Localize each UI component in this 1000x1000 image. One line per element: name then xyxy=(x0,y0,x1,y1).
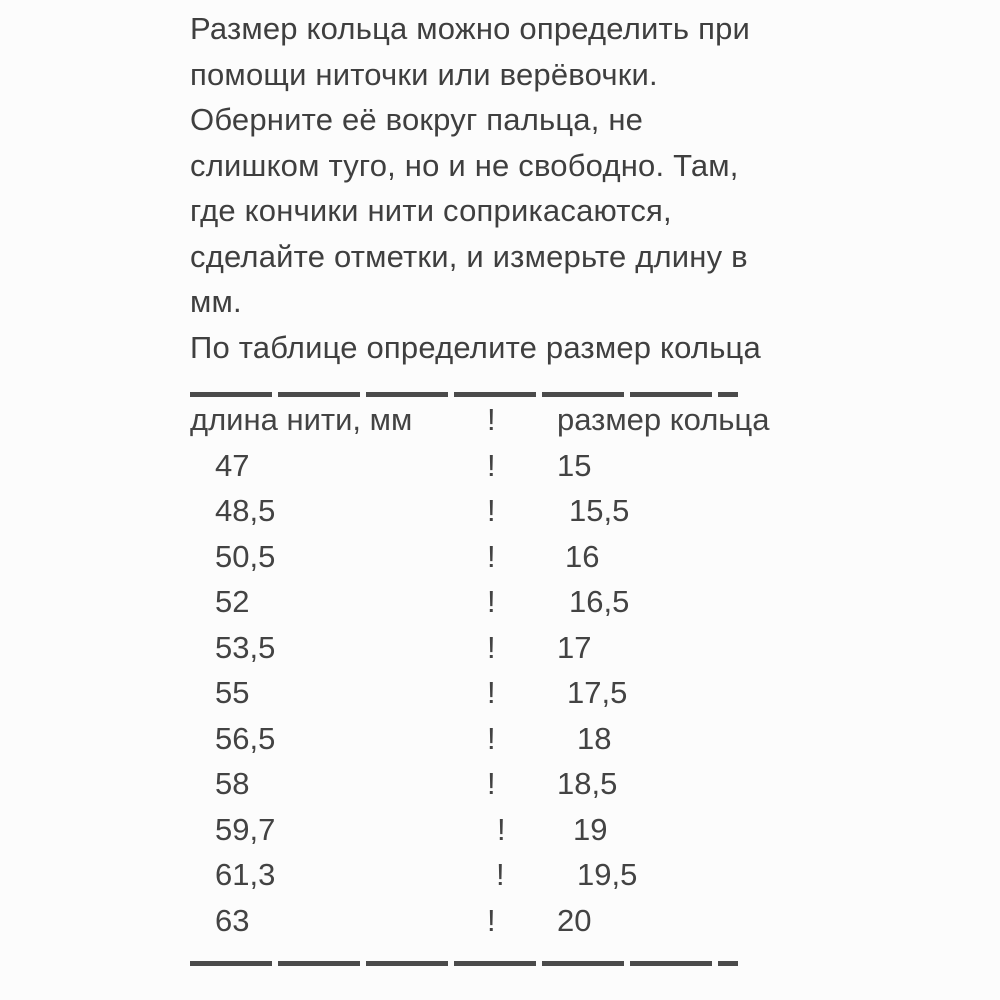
column-separator: ! xyxy=(497,811,506,847)
thread-length-value: 53,5 xyxy=(215,629,276,665)
ring-size-value: 19,5 xyxy=(577,857,638,892)
ring-size-value: 15 xyxy=(557,447,592,483)
table-row xyxy=(190,488,790,534)
thread-length-value: 56,5 xyxy=(215,720,276,756)
table-row xyxy=(190,716,790,762)
ring-size-value: 18,5 xyxy=(557,766,618,801)
column-separator: ! xyxy=(487,584,496,619)
column-separator: ! xyxy=(487,402,496,437)
table-bottom-divider xyxy=(190,961,738,966)
column-separator: ! xyxy=(487,493,496,528)
ring-size-value: 18 xyxy=(577,720,612,756)
table-row xyxy=(190,761,790,807)
intro-line: сделайте отметки, и измерьте длину в xyxy=(190,238,748,274)
table-row xyxy=(190,443,790,489)
ring-size-table xyxy=(190,392,790,966)
thread-length-value: 63 xyxy=(215,902,250,938)
ring-size-header: размер кольца xyxy=(557,402,770,437)
ring-size-value: 17,5 xyxy=(567,675,628,710)
ring-size-value: 15,5 xyxy=(569,493,630,528)
ring-size-value: 16,5 xyxy=(569,584,630,619)
table-row xyxy=(190,625,790,671)
intro-line: слишком туго, но и не свободно. Там, xyxy=(190,147,739,183)
intro-line: где кончики нити соприкасаются, xyxy=(190,193,672,228)
intro-line: мм. xyxy=(190,284,242,319)
thread-length-value: 55 xyxy=(215,675,250,710)
intro-line: Размер кольца можно определить при xyxy=(190,11,751,46)
column-separator: ! xyxy=(496,857,505,892)
thread-length-value: 50,5 xyxy=(215,538,276,574)
column-separator: ! xyxy=(487,447,496,483)
column-separator: ! xyxy=(487,675,496,710)
table-row xyxy=(190,852,790,898)
table-row xyxy=(190,898,790,944)
column-separator: ! xyxy=(487,720,496,756)
thread-length-value: 52 xyxy=(215,584,250,619)
ring-size-value: 19 xyxy=(573,811,608,847)
thread-length-value: 61,3 xyxy=(215,857,276,892)
column-separator: ! xyxy=(487,629,496,665)
column-separator: ! xyxy=(487,538,496,574)
table-header-row xyxy=(190,397,790,443)
thread-length-value: 48,5 xyxy=(215,493,276,528)
document-content xyxy=(190,6,790,966)
ring-size-value: 20 xyxy=(557,902,592,938)
thread-length-value: 59,7 xyxy=(215,811,276,847)
thread-length-header: длина нити, мм xyxy=(190,402,413,437)
thread-length-value: 58 xyxy=(215,766,250,801)
intro-line: По таблице определите размер кольца xyxy=(190,329,761,365)
table-row xyxy=(190,807,790,853)
column-separator: ! xyxy=(487,766,496,801)
thread-length-value: 47 xyxy=(215,447,250,483)
intro-line: помощи ниточки или верёвочки. xyxy=(190,56,658,92)
column-separator: ! xyxy=(487,902,496,938)
table-row xyxy=(190,579,790,625)
ring-size-value: 17 xyxy=(557,629,592,665)
table-row xyxy=(190,670,790,716)
ring-size-value: 16 xyxy=(565,538,600,574)
intro-paragraph xyxy=(190,6,790,370)
intro-line: Оберните её вокруг пальца, не xyxy=(190,102,644,137)
table-row xyxy=(190,534,790,580)
